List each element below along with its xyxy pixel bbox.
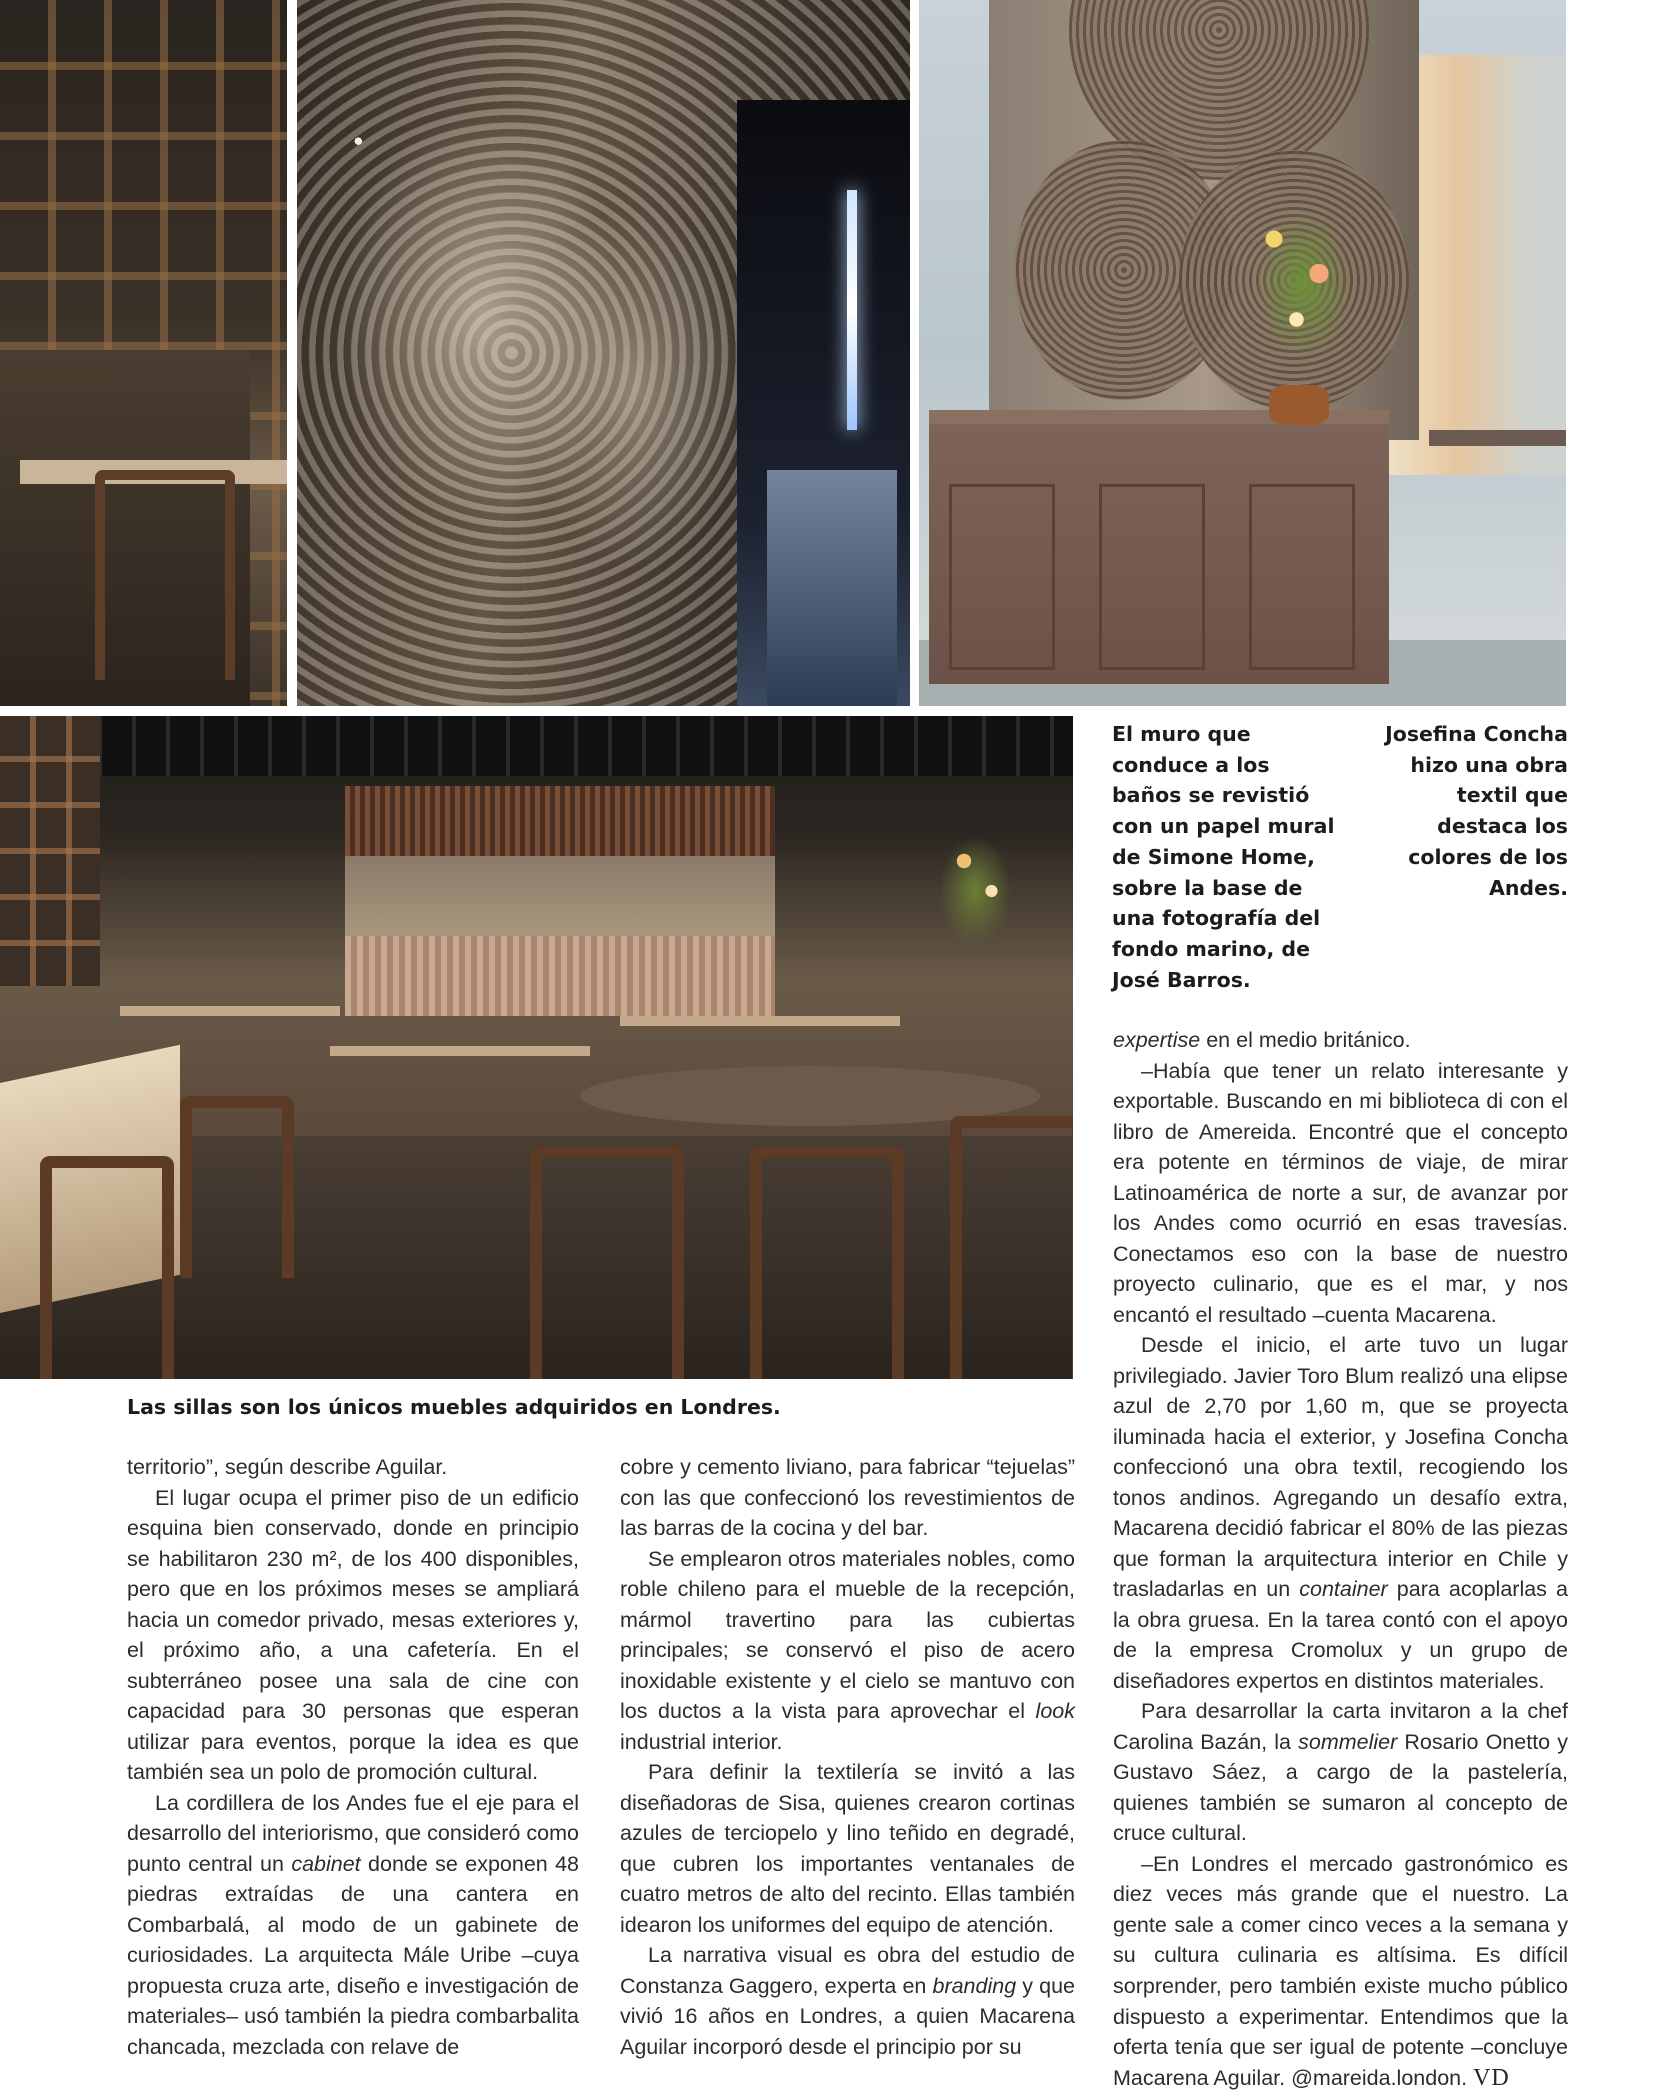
article-column-right (1113, 1025, 1568, 2093)
wood-slat-canopy (345, 786, 775, 856)
paragraph (1113, 1025, 1568, 1056)
italic-term: cabinet (291, 1851, 361, 1876)
sideboard-door (1099, 484, 1205, 670)
chair (180, 1096, 294, 1278)
chair-back (95, 470, 235, 680)
magazine-signature: VD (1473, 2064, 1510, 2091)
italic-term: container (1299, 1577, 1388, 1602)
sideboard-door (949, 484, 1055, 670)
article-column-middle (620, 1452, 1075, 2062)
italic-term: expertise (1113, 1028, 1201, 1052)
photo-stone-shelves (0, 0, 287, 706)
flower-arrangement (920, 816, 1030, 966)
text-run: Para desarrollar la carta invitaron a la chef Carolina Bazán, la (1113, 1699, 1568, 1754)
paragraph (1113, 1696, 1568, 1849)
paragraph (127, 1788, 579, 2063)
side-table (1429, 430, 1566, 446)
paragraph (1113, 1330, 1568, 1696)
caption-mural: El muro que conduce a los baños se revistió con un papel mural de Simone Home, sobre la base de una fotografía del fondo marino, de José Barros. (1112, 722, 1335, 992)
sideboard-door (1249, 484, 1355, 670)
photo-dining-room (0, 716, 1073, 1379)
bar-counter (345, 936, 775, 1016)
vase (1269, 385, 1329, 425)
text-run: industrial interior. (620, 1729, 783, 1754)
text-run: La cordillera de los Andes fue el eje para el desarrollo del interiorismo, que consideró como punto central un (127, 1790, 579, 1876)
chair (40, 1156, 174, 1379)
paragraph (1113, 1849, 1568, 2093)
text-run: y que vivió 16 años en Londres, a quien Macarena Aguilar incorporó desde el principio por su (620, 1973, 1076, 2059)
italic-term: branding (932, 1973, 1017, 1998)
paragraph (620, 1544, 1075, 1758)
caption-textile: Josefina Concha hizo una obra textil que destaca los colores de los Andes. (1385, 722, 1568, 900)
paragraph (620, 1940, 1075, 2062)
italic-term: look (1035, 1699, 1075, 1724)
article-column-left (127, 1452, 579, 2062)
text-run: Rosario Onetto y Gustavo Sáez, a cargo de la pastelería, quienes también se sumaron al concepto de cruce cultural. (1113, 1729, 1569, 1846)
table-top (330, 1046, 590, 1056)
stone-cabinet (0, 716, 100, 986)
chair (530, 1146, 684, 1379)
text-run: Desde el inicio, el arte tuvo un lugar privilegiado. Javier Toro Blum realizó una elipse azul de 2,70 por 1,60 m, que se proyecta iluminada hacia el exterior, y Josefina Concha confeccionó una obra textil, recogiendo los tonos andinos. Agregando un desafío extra, Macarena decidió fabricar el 80% de las piezas que forman la arquitectura interior en Chile y trasladarlas en un (1113, 1333, 1568, 1602)
photo-textile-console (919, 0, 1566, 706)
chair (750, 1146, 904, 1379)
text-run: La narrativa visual es obra del estudio de Constanza Gaggero, experta en (620, 1943, 1075, 1998)
text-run: Se emplearon otros materiales nobles, como roble chileno para el mueble de la recepción, mármol travertino para las cubiertas principales; se conservó el piso de acero inoxidable existente y el cielo se mantuvo con los ductos a la vista para aprovechar el (620, 1546, 1075, 1724)
table-top (120, 1006, 340, 1016)
paragraph: territorio”, según describe Aguilar. (127, 1455, 448, 1479)
text-run: –En Londres el mercado gastronómico es diez veces más grande que el nuestro. La gente sale a comer cinco veces a la semana y su cultura culinaria es altísima. Es difícil sorprender, pero también existe mucho público dispuesto a experimentar. Entendimos que la oferta tenía que ser igual de potente –concluye Macarena Aguilar. @mareida.london. (1113, 1851, 1568, 2090)
text-run: para acoplarlas a la obra gruesa. En la tarea contó con el apoyo de la empresa Cromolux y un grupo de diseñadores expertos en distintos materiales. (1113, 1577, 1568, 1693)
caption-chairs: Las sillas son los únicos muebles adquiridos en Londres. (127, 1395, 781, 1419)
paragraph: –Había que tener un relato interesante y exportable. Buscando en mi biblioteca di con el libro de Amereida. Encontré que el concepto era potente en términos de viaje, de mirar Latinoamérica de norte a sur, de avanzar por los Andes como ocurrió en esas travesías. Conectamos eso con la base de nuestro proyecto culinario, que es el mar, y nos encantó el resultado –cuenta Macarena. (1113, 1058, 1568, 1327)
ceiling-ducts (0, 716, 1073, 776)
chair (950, 1116, 1073, 1379)
paragraph: Para definir la textilería se invitó a las diseñadoras de Sisa, quienes crearon cortinas azules de terciopelo y lino teñido en degradé, que cubren los importantes ventanales de cuatro metros de alto del recinto. Ellas también idearon los uniformes del equipo de atención. (620, 1760, 1075, 1937)
paragraph: El lugar ocupa el primer piso de un edificio esquina bien conservado, donde en principio se habilitaron 230 m², de los 400 disponibles, pero que en los próximos meses se ampliará hacia un comedor privado, mesas exteriores y, el próximo año, a una cafetería. En el subterráneo posee una sala de cine con capacidad para 30 personas que esperan utilizar para eventos, porque la idea es que también sea un polo de promoción cultural. (127, 1485, 579, 1785)
flower-bouquet (1229, 170, 1379, 400)
italic-term: sommelier (1298, 1729, 1398, 1754)
photo-mural-corridor (297, 0, 910, 706)
table-top (620, 1016, 900, 1026)
paragraph: cobre y cemento liviano, para fabricar “tejuelas” con las que confeccionó los revestimientos de las barras de la cocina y del bar. (620, 1455, 1075, 1541)
sideboard (929, 410, 1389, 684)
text-run: donde se exponen 48 piedras extraídas de una cantera en Combarbalá, al modo de un gabinete de curiosidades. La arquitecta Mále Uribe –cuya propuesta cruza arte, diseño e investigación de materiales– usó también la piedra combarbalita chancada, mezclada con relave de (127, 1851, 580, 2059)
light-strip (847, 190, 857, 430)
text-run: en el medio británico. (1200, 1028, 1411, 1052)
floor-reflection (767, 470, 897, 706)
